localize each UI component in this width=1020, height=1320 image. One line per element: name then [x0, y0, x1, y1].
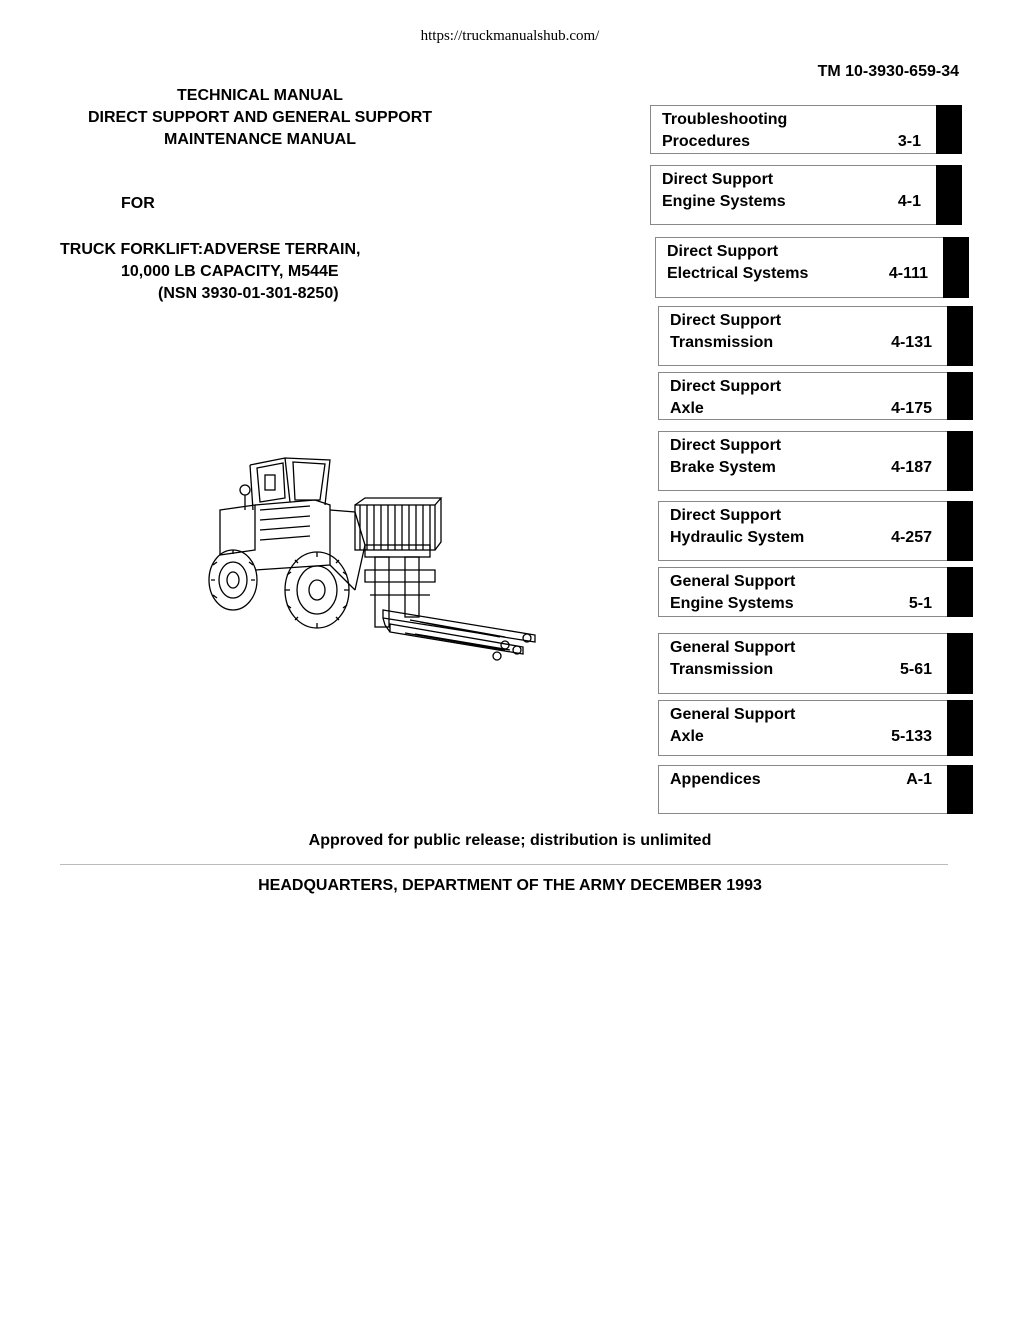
section-tab-marker: [947, 372, 973, 420]
toc-item-ds-brake-system[interactable]: [658, 431, 947, 491]
rear-wheel: [209, 550, 257, 610]
toc-item-page: 4-187: [891, 459, 932, 476]
toc-item-page: 4-175: [891, 400, 932, 417]
toc-item-line2: Engine Systems 4-1: [662, 191, 936, 213]
toc-item-page: A-1: [906, 771, 932, 788]
toc-item-ds-hydraulic-system[interactable]: [658, 501, 947, 561]
toc-item-line2: Engine Systems 5-1: [670, 593, 947, 615]
section-tab-marker: [947, 700, 973, 756]
title-line-3: MAINTENANCE MANUAL: [164, 131, 356, 148]
toc-item-page: 4-1: [897, 193, 921, 210]
toc-item-line2: Hydraulic System 4-257: [670, 527, 947, 549]
section-tab-marker: [947, 306, 973, 366]
toc-item-line2: Transmission 4-131: [670, 332, 947, 354]
toc-item-line2: Procedures 3-1: [662, 131, 936, 153]
toc-item-line1: General Support: [670, 706, 796, 723]
source-url: https://truckmanualshub.com/: [420, 28, 600, 44]
headquarters-line: HEADQUARTERS, DEPARTMENT OF THE ARMY DECEMBER 1993: [258, 877, 762, 894]
toc-item-page: 5-133: [891, 728, 932, 745]
toc-item-line1: Direct Support: [670, 312, 782, 329]
toc-item-line1: Troubleshooting: [662, 111, 788, 128]
release-statement: Approved for public release; distribution is unlimited: [308, 832, 712, 849]
toc-item-page: 5-61: [899, 661, 932, 678]
vehicle-line-1: TRUCK FORKLIFT:ADVERSE TERRAIN,: [60, 241, 361, 258]
toc-item-line1: Appendices A-1: [670, 769, 947, 791]
toc-item-gs-axle[interactable]: [658, 700, 947, 756]
section-tab-marker: [936, 165, 962, 225]
toc-item-line1: General Support: [670, 639, 796, 656]
forklift-illustration: [205, 450, 545, 665]
toc-item-line2: Axle 5-133: [670, 726, 947, 748]
vehicle-line-2: 10,000 LB CAPACITY, M544E: [121, 263, 339, 280]
tm-number: TM 10-3930-659-34: [817, 63, 959, 80]
toc-item-line2: Transmission 5-61: [670, 659, 947, 681]
toc-item-ds-engine-systems[interactable]: [650, 165, 936, 225]
toc-item-gs-transmission[interactable]: [658, 633, 947, 694]
section-tab-marker: [943, 237, 969, 298]
vehicle-description: [60, 239, 360, 305]
body: [220, 485, 365, 590]
section-tab-marker: [936, 105, 962, 154]
divider: [60, 864, 948, 865]
for-label: FOR: [121, 195, 155, 212]
toc-item-line2: Brake System 4-187: [670, 457, 947, 479]
toc-item-page: 4-257: [891, 529, 932, 546]
toc-item-line1: Direct Support: [667, 243, 779, 260]
toc-item-ds-transmission[interactable]: [658, 306, 947, 366]
toc-item-ds-electrical-systems[interactable]: [655, 237, 943, 298]
toc-item-line2: Axle 4-175: [670, 398, 947, 420]
toc-item-line1: Direct Support: [670, 437, 782, 454]
toc-item-appendices[interactable]: [658, 765, 947, 814]
toc-item-gs-engine-systems[interactable]: [658, 567, 947, 617]
toc-item-line1: Direct Support: [670, 507, 782, 524]
toc-item-page: 3-1: [897, 133, 921, 150]
toc-item-troubleshooting[interactable]: [650, 105, 936, 154]
toc-item-page: 5-1: [908, 595, 932, 612]
toc-item-line2: Electrical Systems 4-111: [667, 263, 943, 285]
toc-item-ds-axle[interactable]: [658, 372, 947, 420]
front-wheel: [285, 552, 349, 628]
section-tab-marker: [947, 633, 973, 694]
carriage: [355, 498, 441, 627]
section-tab-marker: [947, 431, 973, 491]
title-line-1: TECHNICAL MANUAL: [177, 87, 343, 104]
section-tab-marker: [947, 765, 973, 814]
section-tab-marker: [947, 501, 973, 561]
section-tab-marker: [947, 567, 973, 617]
manual-title: [60, 85, 460, 151]
toc-item-page: 4-111: [888, 265, 928, 282]
toc-item-line1: Direct Support: [662, 171, 774, 188]
toc-item-line1: Direct Support: [670, 378, 782, 395]
toc-item-page: 4-131: [891, 334, 932, 351]
vehicle-line-3: (NSN 3930-01-301-8250): [158, 285, 339, 302]
toc-item-line1: General Support: [670, 573, 796, 590]
title-line-2: DIRECT SUPPORT AND GENERAL SUPPORT: [87, 109, 433, 126]
